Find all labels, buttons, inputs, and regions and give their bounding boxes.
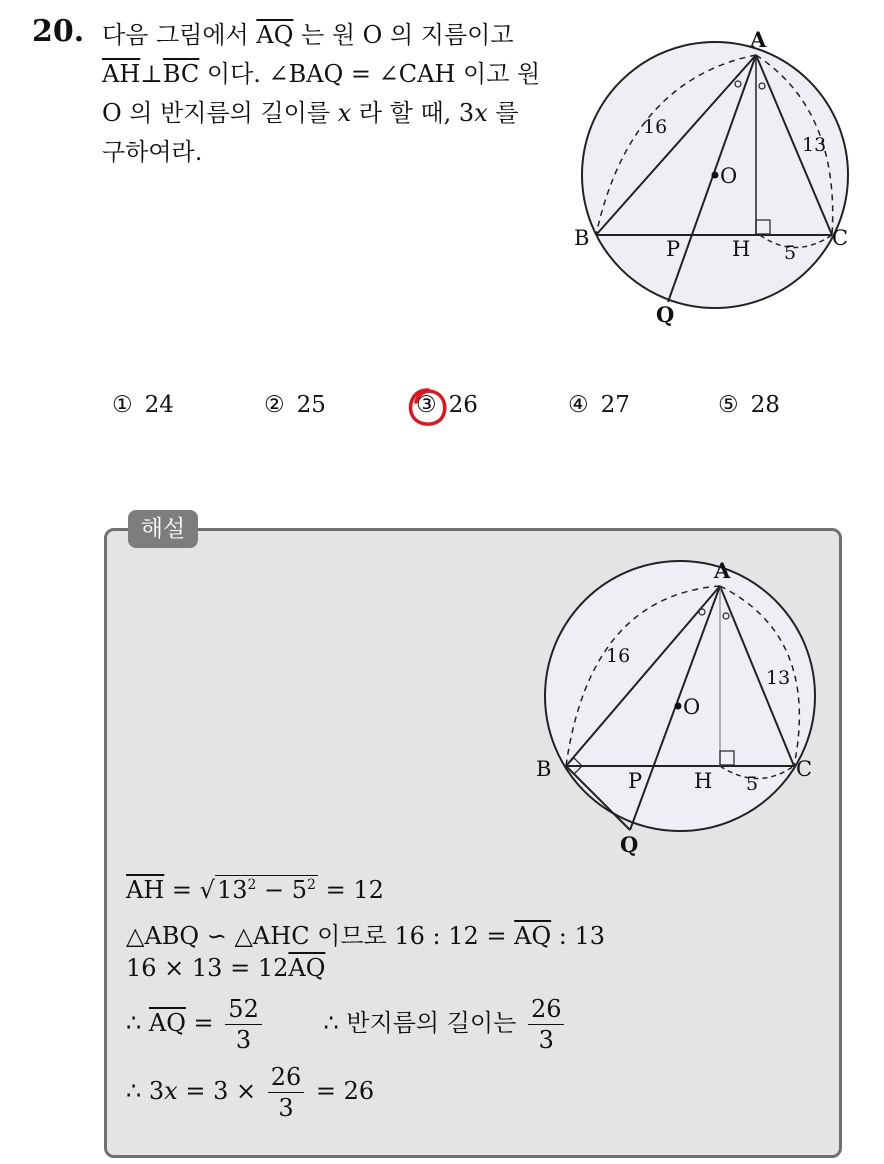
question-number: 20.	[32, 14, 85, 49]
choice-1[interactable]: ① 24	[112, 392, 174, 418]
label-c: C	[832, 226, 849, 250]
label-b: B	[574, 226, 590, 250]
solution-length-16: 16	[606, 645, 631, 667]
question-line-2: $\overline{AH}\perp\overline{BC}$ 이다. ∠BAQ = ∠CAH 이고 원	[102, 60, 541, 88]
question-text	[102, 16, 552, 172]
solution-tag: 해설	[128, 510, 198, 548]
solution-center-dot	[675, 703, 682, 710]
solution-length-13: 13	[766, 667, 791, 689]
solution-line-3: $16 \times 13 = 12\overline{AQ}$	[126, 954, 326, 982]
answer-circle-mark	[404, 384, 452, 432]
solution-label-q: Q	[620, 832, 639, 856]
fraction-26-3-b: $\frac{26}{3}$	[268, 1062, 305, 1123]
center-dot	[712, 172, 719, 179]
question-line-3: O 의 반지름의 길이를 x 라 할 때, 3x 를	[102, 99, 519, 127]
solution-figure	[530, 556, 830, 856]
solution-label-p: P	[628, 769, 643, 793]
solution-label-a: A	[714, 558, 731, 583]
choice-2[interactable]: ② 25	[264, 392, 326, 418]
length-16: 16	[643, 116, 668, 138]
solution-line-5: ∴ 3x = 3 × $\frac{26}{3}$ = 26	[126, 1063, 375, 1122]
choice-4[interactable]: ④ 27	[568, 392, 630, 418]
question-line-1: 다음 그림에서 $\overline{AQ}$ 는 원 O 의 지름이고	[102, 21, 514, 49]
solution-line-2: △ABQ ∽ △AHC 이므로 16 : $12 = \overline{AQ}$ : 13	[126, 922, 606, 950]
fraction-52-3: $\frac{52}{3}$	[225, 994, 262, 1055]
solution-length-5: 5	[746, 773, 759, 795]
length-13: 13	[802, 134, 827, 156]
solution-label-o: O	[683, 695, 701, 719]
choice-3[interactable]: ③ 26	[416, 392, 478, 418]
choice-5[interactable]: ⑤ 28	[718, 392, 780, 418]
fraction-26-3: $\frac{26}{3}$	[528, 994, 565, 1055]
label-a: A	[750, 27, 767, 52]
geometry-figure	[570, 20, 860, 340]
label-q: Q	[656, 302, 675, 327]
label-o: O	[720, 164, 738, 188]
answer-choices	[112, 392, 812, 428]
question-line-4: 구하여라.	[102, 138, 203, 166]
label-h: H	[732, 237, 751, 261]
solution-label-b: B	[536, 757, 552, 781]
solution-label-c: C	[796, 757, 813, 781]
solution-label-h: H	[694, 769, 713, 793]
solution-line-4: ∴ $\overline{AQ}$ = $\frac{52}{3}$ ∴ 반지름의 길이는 $\frac{26}{3}$	[126, 994, 568, 1055]
solution-line-1: $\overline{AH} = √13^2 - 5^2 = 12$	[126, 876, 384, 904]
label-p: P	[666, 237, 681, 261]
length-5: 5	[784, 242, 797, 264]
